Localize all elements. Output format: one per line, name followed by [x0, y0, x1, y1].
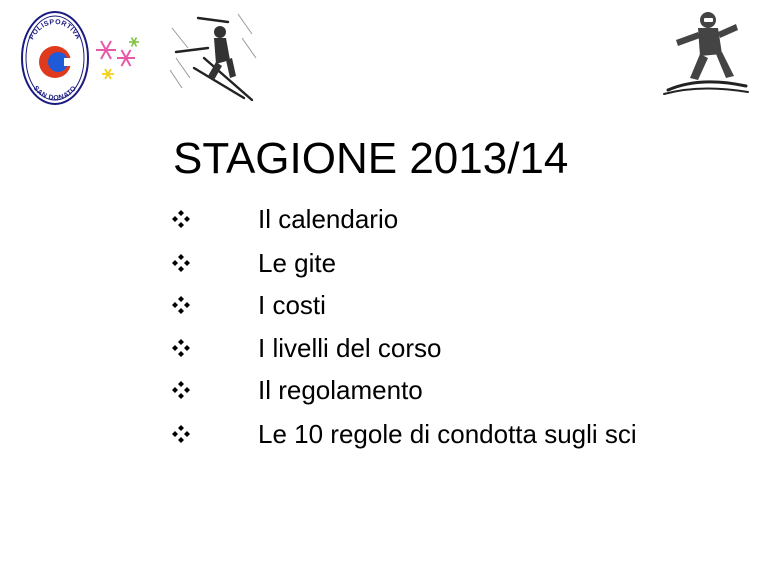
svg-text:SAN DONATO: SAN DONATO	[31, 84, 79, 103]
four-diamond-bullet-icon	[172, 425, 190, 443]
four-diamond-bullet-icon	[172, 296, 190, 314]
snowflakes-icon	[88, 34, 146, 84]
list-item	[0, 248, 768, 278]
four-diamond-bullet-icon	[172, 381, 190, 399]
list-item	[0, 419, 768, 449]
four-diamond-bullet-icon	[172, 254, 190, 272]
polisportiva-san-donato-logo	[20, 10, 90, 106]
snowboarder-illustration-icon	[660, 6, 750, 102]
list-item-label: Il calendario	[258, 204, 399, 234]
list-item	[0, 204, 768, 234]
list-item-label: I costi	[258, 290, 326, 320]
skier-illustration-icon	[168, 8, 260, 106]
list-item-label: Le gite	[258, 248, 337, 278]
four-diamond-bullet-icon	[172, 210, 190, 228]
four-diamond-bullet-icon	[172, 339, 190, 357]
list-item-label: Il regolamento	[258, 375, 423, 405]
list-item	[0, 290, 768, 320]
svg-text:POLISPORTIVA: POLISPORTIVA	[28, 18, 82, 41]
list-item	[0, 333, 768, 363]
list-item	[0, 375, 768, 405]
slide-title: STAGIONE 2013/14	[173, 134, 569, 183]
list-item-label: Le 10 regole di condotta sugli sci	[258, 419, 637, 449]
list-item-label: I livelli del corso	[258, 333, 442, 363]
